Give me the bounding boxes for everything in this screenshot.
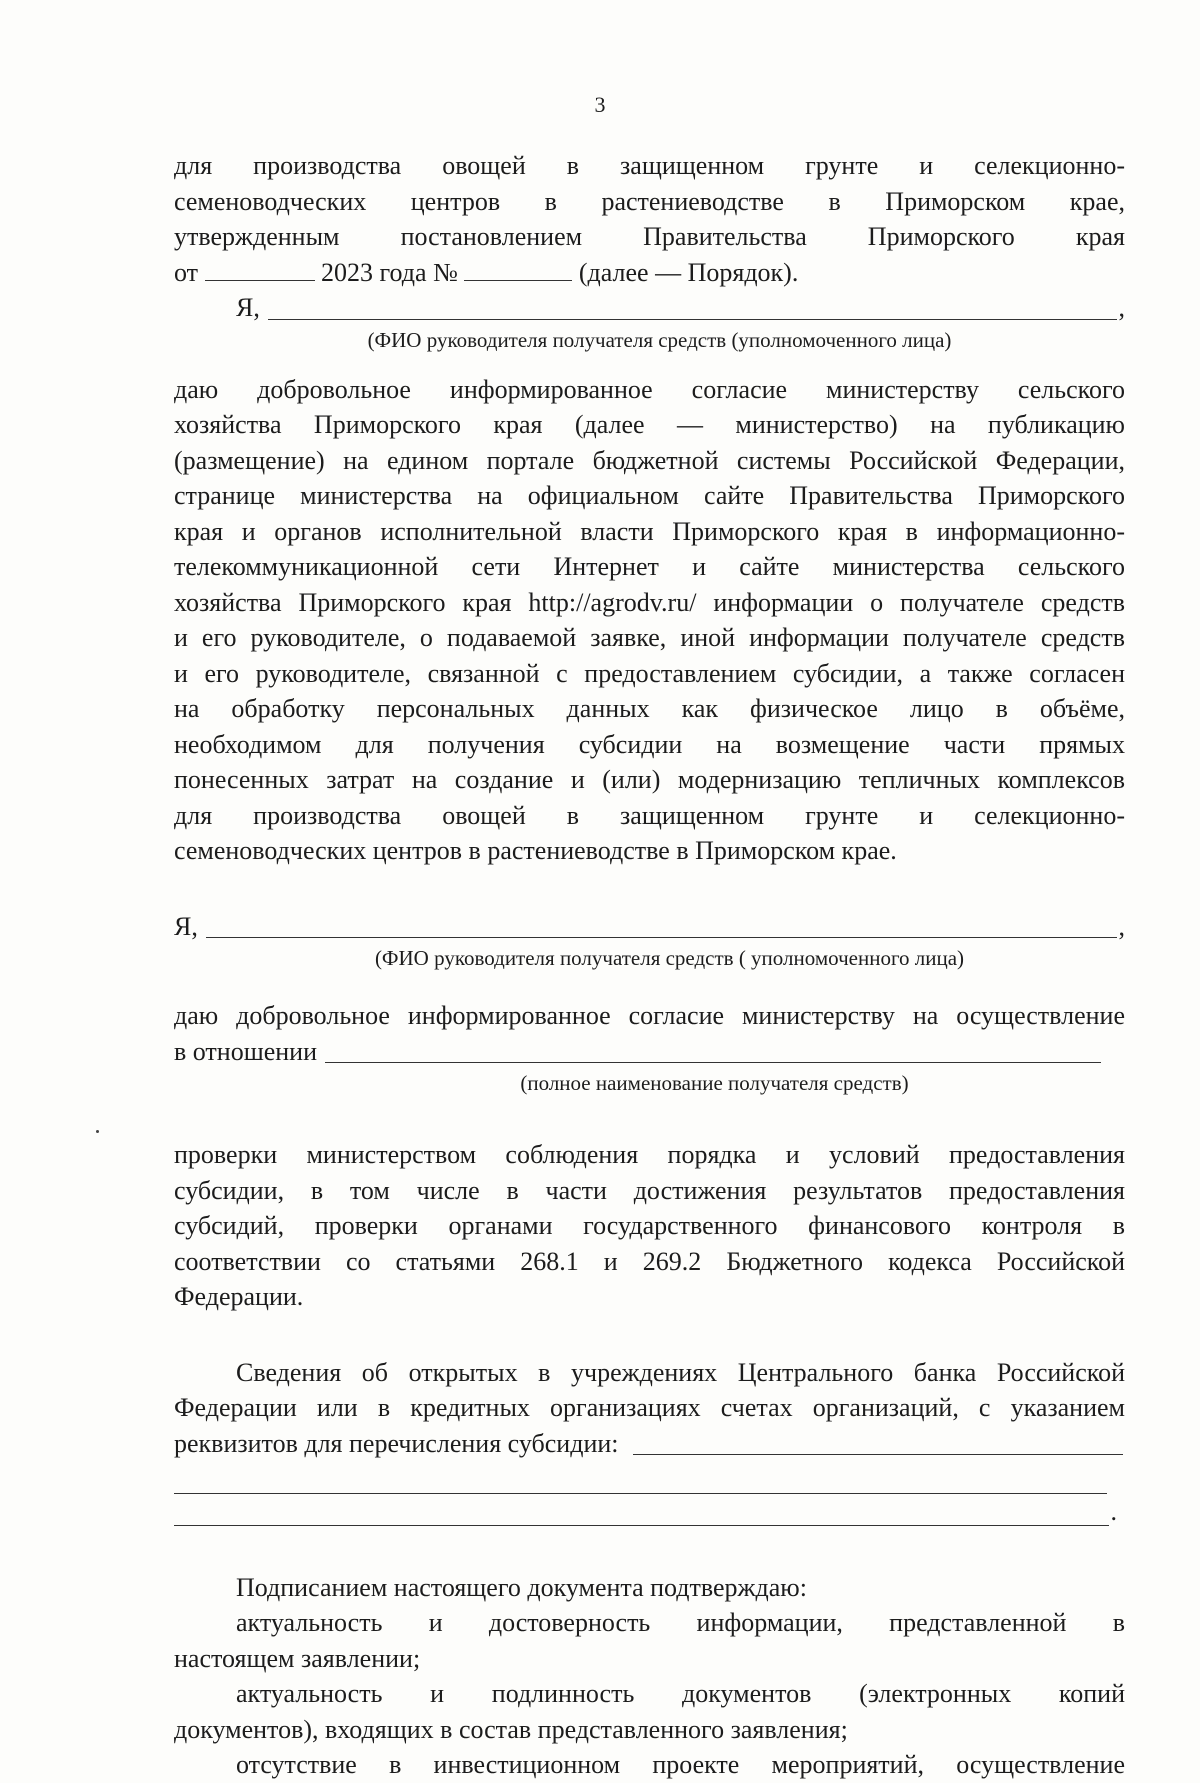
confirm-item: документов), входящих в состав представленного заявления;	[174, 1714, 848, 1744]
signature-caption: (ФИО руководителя получателя средств ( уполномоченного лица)	[374, 946, 965, 970]
document-body	[174, 148, 1125, 1783]
recipient-blank	[325, 1034, 1101, 1063]
checks-line: Федерации.	[174, 1282, 304, 1311]
intro-line: семеноводческих центров в растениеводстве в Приморском крае,	[174, 186, 1125, 216]
checks-line: субсидии, в том числе в части достижения результатов предоставления	[174, 1175, 1125, 1205]
accounts-blank-line	[174, 1461, 1107, 1494]
accounts-blank-line	[174, 1494, 1125, 1530]
sign-prefix: Я,	[236, 293, 260, 322]
number-blank	[464, 258, 572, 281]
consent-line: необходимом для получения субсидии на возмещение части прямых	[174, 729, 1125, 759]
consent-line: телекоммуникационной сети Интернет и сайте министерства сельского	[174, 552, 1125, 581]
intro-year: 2023 года №	[321, 257, 458, 287]
accounts-paragraph	[174, 1355, 1125, 1530]
consent-line: семеноводческих центров в растениеводстве в Приморском крае.	[174, 836, 897, 865]
signature-blank	[268, 291, 1117, 320]
confirm-item: настоящем заявлении;	[174, 1643, 421, 1673]
consent-line: края и органов исполнительной власти Приморского края в информационно-	[174, 516, 1125, 546]
page-number: 3	[594, 92, 606, 117]
consent-line: на обработку персональных данных как физическое лицо в объёме,	[174, 694, 1125, 723]
consent-line: для производства овощей в защищенном грунте и селекционно-	[174, 800, 1125, 830]
intro-line	[174, 255, 1125, 291]
scan-speck	[96, 1130, 99, 1133]
sign-prefix: Я,	[174, 911, 198, 941]
intro-end: (далее — Порядок).	[578, 257, 799, 287]
confirm-item: отсутствие в инвестиционном проекте мероприятий, осуществление	[236, 1750, 1125, 1779]
intro-line: для производства овощей в защищенном грунте и селекционно-	[174, 151, 1125, 180]
consent-paragraph-1	[174, 372, 1125, 869]
accounts-line	[174, 1426, 1125, 1462]
confirm-section	[174, 1570, 1125, 1783]
intro-line: утвержденным постановлением Правительства Приморского края	[174, 222, 1125, 251]
signature-caption: (ФИО руководителя получателя средств (уполномоченного лица)	[367, 327, 952, 352]
confirm-item: актуальность и достоверность информации, представленной в	[236, 1608, 1125, 1637]
consent-line: даю добровольное информированное согласие министерству сельского	[174, 374, 1125, 404]
checks-paragraph	[174, 1137, 1125, 1315]
signature-line-2	[174, 909, 1125, 945]
accounts-line: Сведения об открытых в учреждениях Центрального банка Российской	[236, 1357, 1125, 1387]
sign-suffix: ,	[1118, 293, 1125, 322]
recipient-line	[174, 1034, 1125, 1070]
signature-blank	[206, 909, 1117, 938]
intro-from: от	[174, 257, 199, 287]
sign-suffix: ,	[1118, 911, 1125, 941]
accounts-label: реквизитов для перечисления субсидии:	[174, 1428, 619, 1458]
consent-line: хозяйства Приморского края http://agrodv.ru/ информации о получателе средств	[174, 587, 1125, 617]
date-blank	[205, 258, 315, 281]
consent-line: понесенных затрат на создание и (или) модернизацию тепличных комплексов	[174, 765, 1125, 794]
checks-line: проверки министерством соблюдения порядка и условий предоставления	[174, 1140, 1125, 1169]
checks-line: субсидий, проверки органами государственного финансового контроля в	[174, 1211, 1125, 1240]
confirm-item: актуальность и подлинность документов (электронных копий	[236, 1679, 1125, 1708]
consent-line: и его руководителе, связанной с предоставлением субсидии, а также согласен	[174, 658, 1125, 688]
consent-line: (размещение) на едином портале бюджетной системы Российской Федерации,	[174, 445, 1125, 475]
recipient-caption: (полное наименование получателя средств)	[520, 1071, 909, 1095]
recipient-prefix: в отношении	[174, 1036, 318, 1066]
accounts-end: .	[1110, 1497, 1117, 1526]
signature-line-1	[174, 290, 1125, 326]
consent-line: хозяйства Приморского края (далее — министерство) на публикацию	[174, 410, 1125, 439]
accounts-blank	[633, 1426, 1123, 1455]
accounts-blank	[174, 1497, 1109, 1526]
consent-line: и его руководителе, о подаваемой заявке, иной информации получателе средств	[174, 623, 1125, 652]
checks-line: соответствии со статьями 268.1 и 269.2 Бюджетного кодекса Российской	[174, 1246, 1125, 1276]
consent-line: странице министерства на официальном сайте Правительства Приморского	[174, 481, 1125, 510]
confirm-heading: Подписанием настоящего документа подтверждаю:	[236, 1572, 807, 1602]
consent2-line: даю добровольное информированное согласие министерству на осуществление	[174, 1001, 1125, 1030]
accounts-line: Федерации или в кредитных организациях счетах организаций, с указанием	[174, 1393, 1125, 1422]
